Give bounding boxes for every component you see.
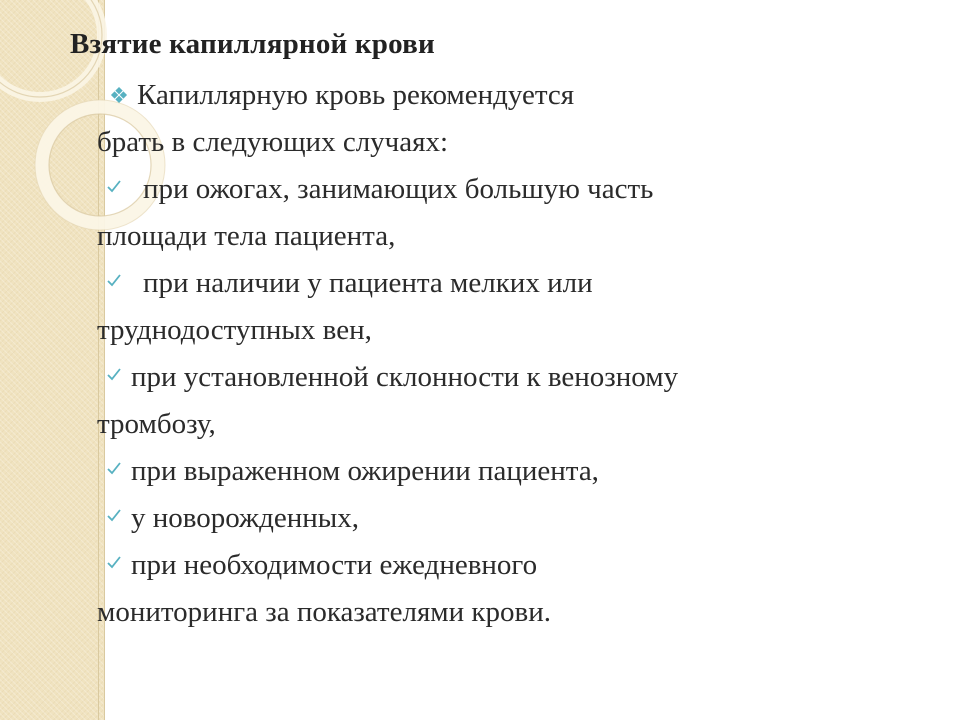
list-item-text: мониторинга за показателями крови. (97, 596, 551, 628)
checkmark-icon (105, 166, 125, 213)
list-item (97, 260, 897, 307)
list-item (97, 166, 897, 213)
list-item-continuation (97, 213, 897, 260)
list-item-text: тромбозу, (97, 408, 216, 440)
slide-title: Взятие капиллярной крови (70, 28, 435, 60)
intro-line (97, 72, 897, 119)
list-item (97, 495, 897, 542)
list-item (97, 542, 897, 589)
list-item-text: у новорожденных, (131, 502, 359, 534)
list-item-continuation (97, 401, 897, 448)
list-item-text: при наличии у пациента мелких или (143, 267, 593, 299)
intro-line (97, 119, 897, 166)
checkmark-icon (105, 260, 125, 307)
checkmark-icon (105, 542, 125, 589)
list-item-text: площади тела пациента, (97, 220, 396, 252)
intro-text-line1: Капиллярную кровь рекомендуется (137, 79, 575, 111)
checkmark-icon (105, 354, 125, 401)
list-item (97, 354, 897, 401)
list-item-text: при установленной склонности к венозному (131, 361, 679, 393)
intro-text-line2: брать в следующих случаях: (97, 126, 449, 158)
list-item-continuation (97, 589, 897, 636)
slide-content (97, 72, 897, 636)
list-item-text: при необходимости ежедневного (131, 549, 538, 581)
list-item-text: при ожогах, занимающих большую часть (143, 173, 654, 205)
list-item-text: труднодоступных вен, (97, 314, 372, 346)
list-item (97, 448, 897, 495)
list-item-text: при выраженном ожирении пациента, (131, 455, 599, 487)
checkmark-icon (105, 448, 125, 495)
diamond-bullet-icon: ❖ (109, 83, 129, 108)
checkmark-icon (105, 495, 125, 542)
list-item-continuation (97, 307, 897, 354)
